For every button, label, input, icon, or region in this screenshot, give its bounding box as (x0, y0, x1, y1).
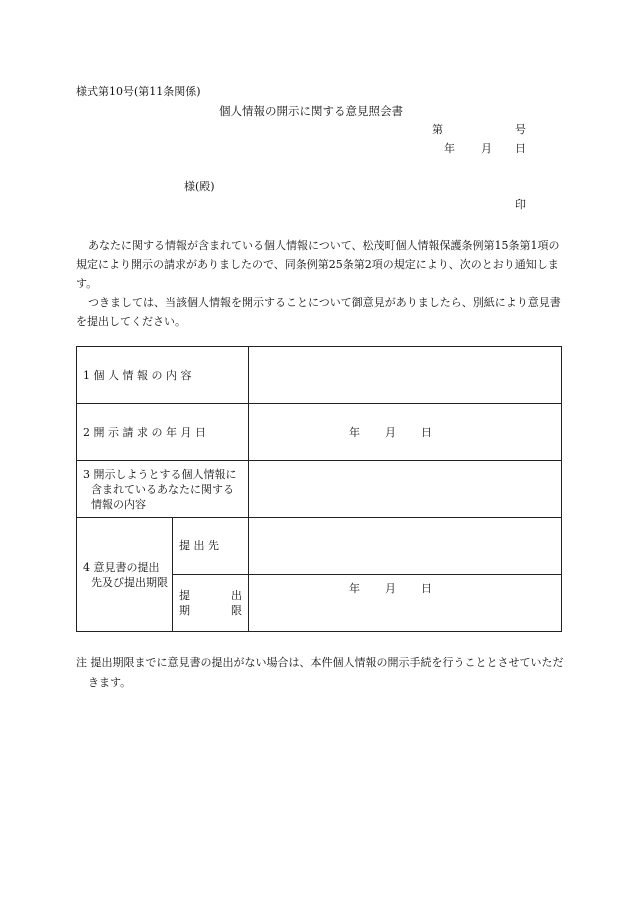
table-row (77, 347, 562, 404)
row-submission-destination-label: 提 出 先 (173, 518, 249, 575)
table-row (77, 461, 562, 518)
row-personal-info-value (249, 347, 562, 404)
row-related-info-value (249, 461, 562, 518)
addressee-label: 様(殿) (184, 180, 215, 193)
row-submission-deadline-label: 提 出 期 限 (173, 575, 249, 632)
row-submission-destination-value (249, 518, 562, 575)
row-request-date-label: 2 開 示 請 求 の 年 月 日 (77, 404, 249, 461)
form-number: 様式第10号(第11条関係) (76, 85, 201, 98)
date-year-label: 年 (444, 142, 455, 155)
table-row (77, 518, 562, 575)
date-month-label: 月 (481, 142, 492, 155)
seal-mark: 印 (515, 198, 526, 211)
row-submission-deadline-value: 年 月 日 (249, 575, 562, 632)
row-related-info-label: 3 開示しようとする個人情報に含まれているあなたに関する情報の内容 (77, 461, 249, 518)
footnote: 注 提出期限までに意見書の提出がない場合は、本件個人情報の開示手続を行うこととさせていただきます。 (76, 656, 564, 689)
paragraph-request: つきましては、当該個人情報を開示することについて御意見がありましたら、別紙により意見書を提出してください。 (76, 296, 561, 328)
table-row (77, 404, 562, 461)
body-text (76, 236, 564, 331)
date-day-label: 日 (515, 142, 526, 155)
number-prefix: 第 (432, 123, 443, 136)
row-request-date-value: 年 月 日 (249, 404, 562, 461)
row-personal-info-label: 1 個 人 情 報 の 内 容 (77, 347, 249, 404)
info-table (76, 346, 562, 632)
paragraph-notification: あなたに関する情報が含まれている個人情報について、松茂町個人情報保護条例第15条第1項の規定により開示の請求がありましたので、同条例第25条第2項の規定により、次のとおり通知します。 (76, 239, 560, 290)
document-title: 個人情報の開示に関する意見照会書 (219, 104, 403, 118)
row-submission-label: 4 意見書の提出先及び提出期限 (77, 518, 173, 632)
number-suffix: 号 (515, 123, 526, 136)
